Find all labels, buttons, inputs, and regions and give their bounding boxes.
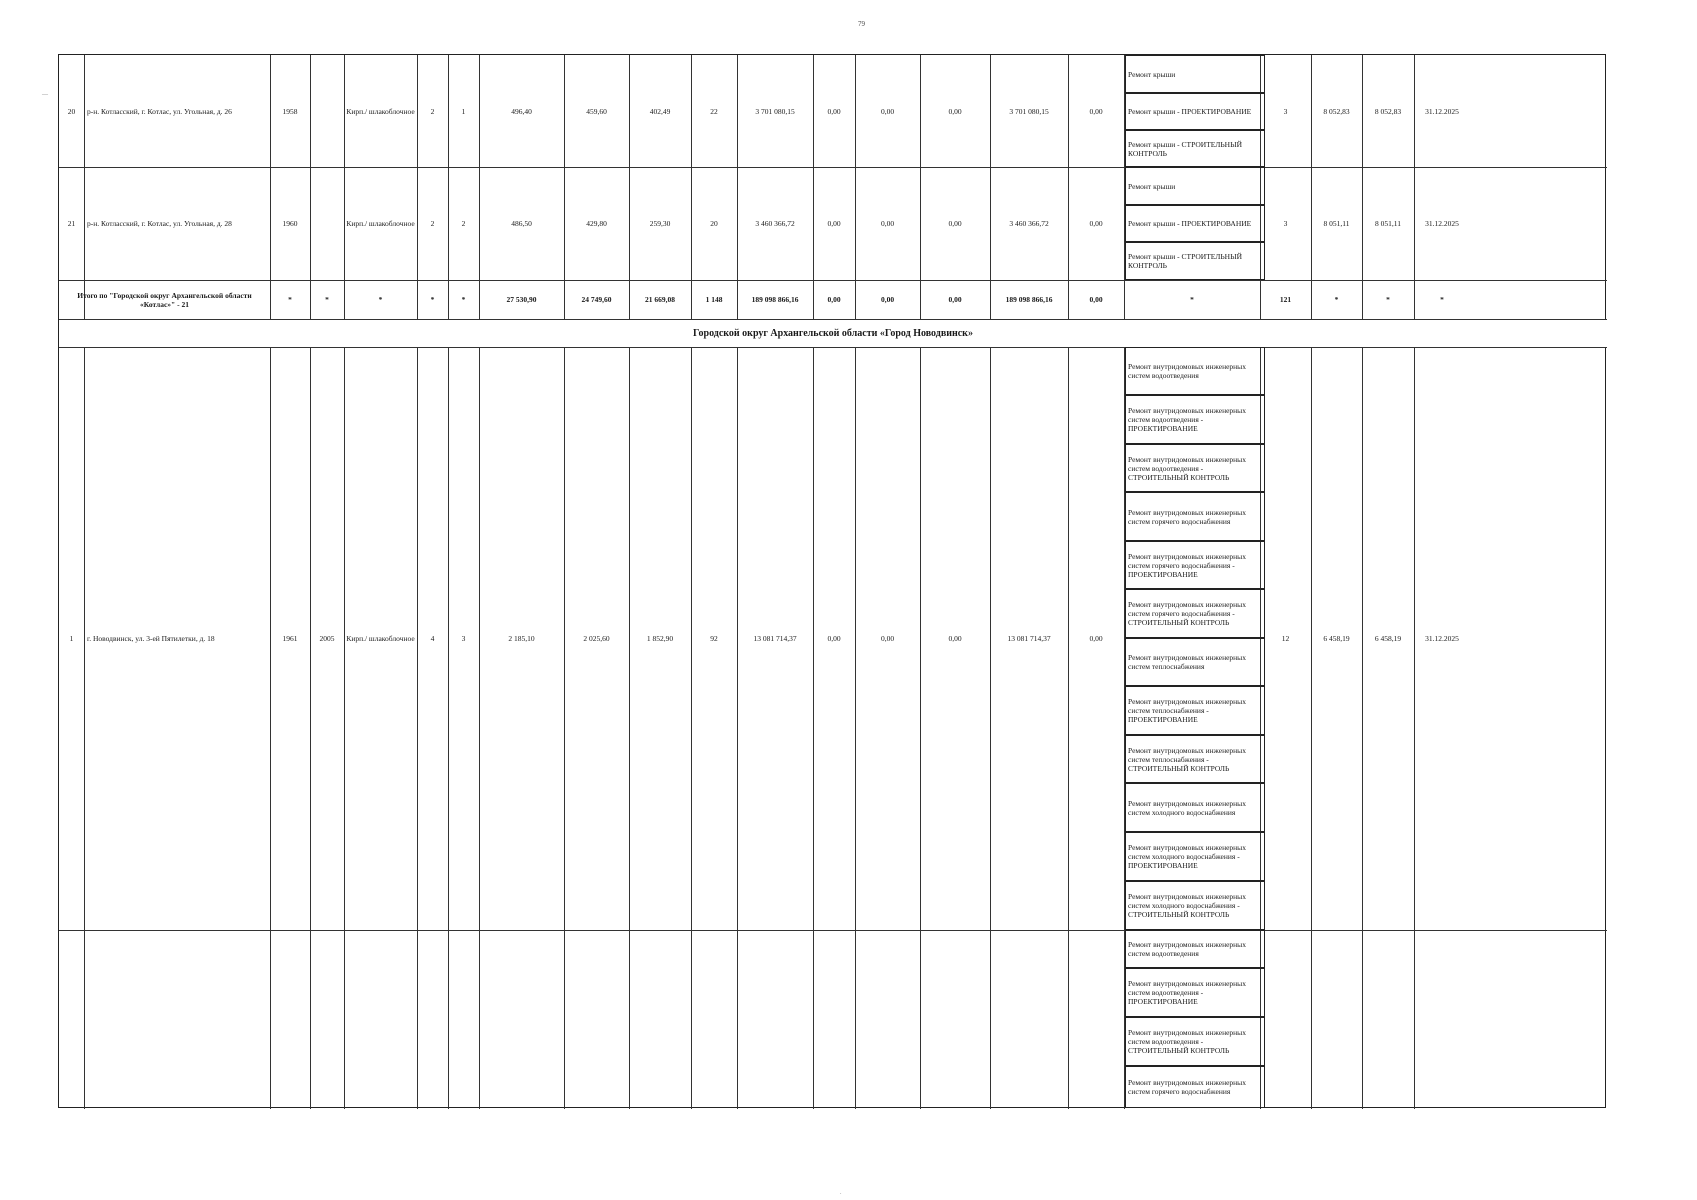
entrances: 3 (461, 634, 466, 643)
cost-owner: 3 701 080,15 (1009, 106, 1049, 116)
work-item: Ремонт крыши - ПРОЕКТИРОВАНИЕ (1125, 93, 1265, 130)
year-repair (310, 167, 344, 280)
total-star: * (1334, 295, 1339, 304)
work-item: Ремонт крыши (1125, 167, 1265, 205)
area-residential: 1 852,90 (646, 634, 674, 643)
entrances: 1 (461, 106, 466, 116)
year-repair (310, 55, 344, 167)
total-area-total: 27 530,90 (506, 295, 537, 304)
year-built: 1960 (282, 219, 298, 228)
max-cost: 8 051,11 (1375, 219, 1401, 228)
address: г. Новодвинск, ул. 3-ей Пятилетки, д. 18 (87, 634, 215, 643)
cost-other: 0,00 (1089, 106, 1103, 116)
total-cost-federal: 0,00 (827, 295, 841, 304)
work-item: Ремонт внутридомовых инженерных систем теплоснабжения - СТРОИТЕЛЬНЫЙ КОНТРОЛЬ (1125, 735, 1265, 783)
year-built: 1961 (282, 634, 298, 643)
area-residential: 259,30 (649, 219, 671, 228)
cost-federal: 0,00 (827, 219, 841, 228)
entrances: 2 (461, 219, 466, 228)
total-residents: 1 148 (705, 295, 723, 304)
total-star: * (378, 295, 383, 304)
work-item: Ремонт внутридомовых инженерных систем горячего водоснабжения - ПРОЕКТИРОВАНИЕ (1125, 541, 1265, 589)
total-cost-municipal: 0,00 (948, 295, 962, 304)
floors: 4 (430, 634, 435, 643)
cost-owner: 3 460 366,72 (1009, 219, 1049, 228)
unit-cost: 8 051,11 (1323, 219, 1350, 228)
cost-total: 13 081 714,37 (753, 634, 797, 643)
total-star: * (461, 295, 466, 304)
floors: 2 (430, 219, 435, 228)
deadline: 31.12.2025 (1425, 106, 1459, 116)
work-item: Ремонт внутридомовых инженерных систем холодного водоснабжения - СТРОИТЕЛЬНЫЙ КОНТРОЛЬ (1125, 881, 1265, 930)
wall-material: Кирп./ шлакоблочное (346, 106, 415, 116)
work-count: 3 (1283, 106, 1288, 116)
work-item: Ремонт крыши - ПРОЕКТИРОВАНИЕ (1125, 205, 1265, 242)
work-item: Ремонт внутридомовых инженерных систем водоотведения - СТРОИТЕЛЬНЫЙ КОНТРОЛЬ (1125, 1017, 1265, 1066)
year-built: 1958 (282, 106, 298, 116)
work-item: Ремонт крыши - СТРОИТЕЛЬНЫЙ КОНТРОЛЬ (1125, 130, 1265, 167)
area-total: 496,40 (511, 106, 532, 116)
total-area-living: 24 749,60 (581, 295, 612, 304)
total-cost-other: 0,00 (1089, 295, 1103, 304)
year-repair: 2005 (319, 634, 335, 643)
area-total: 2 185,10 (508, 634, 535, 643)
section-title: Городской округ Архангельской области «Город Новодвинск» (60, 320, 1606, 347)
cost-owner: 13 081 714,37 (1007, 634, 1051, 643)
cost-regional: 0,00 (880, 106, 895, 116)
floors: 2 (430, 106, 435, 116)
cost-regional: 0,00 (880, 219, 895, 228)
total-label: Итого по "Городской округ Архангельской области «Котлас»" - 21 (77, 290, 252, 309)
residents: 20 (710, 219, 718, 228)
cost-regional: 0,00 (880, 634, 895, 643)
deadline: 31.12.2025 (1425, 219, 1459, 228)
area-living: 429,80 (586, 219, 607, 228)
work-item: Ремонт внутридомовых инженерных систем водоотведения - СТРОИТЕЛЬНЫЙ КОНТРОЛЬ (1125, 444, 1265, 492)
work-item: Ремонт внутридомовых инженерных систем водоотведения - ПРОЕКТИРОВАНИЕ (1125, 395, 1265, 444)
work-item: Ремонт внутридомовых инженерных систем водоотведения (1125, 930, 1265, 968)
cost-other: 0,00 (1089, 634, 1103, 643)
area-total: 486,50 (511, 219, 532, 228)
work-item: Ремонт крыши - СТРОИТЕЛЬНЫЙ КОНТРОЛЬ (1125, 242, 1265, 280)
residents: 92 (710, 634, 718, 643)
total-star: * (288, 295, 292, 304)
cost-other: 0,00 (1089, 219, 1103, 228)
total-star: * (1440, 295, 1444, 304)
work-item: Ремонт внутридомовых инженерных систем горячего водоснабжения - СТРОИТЕЛЬНЫЙ КОНТРОЛЬ (1125, 589, 1265, 638)
wall-material: Кирп./ шлакоблочное (346, 219, 415, 228)
work-item: Ремонт внутридомовых инженерных систем холодного водоснабжения - ПРОЕКТИРОВАНИЕ (1125, 832, 1265, 881)
work-count: 3 (1283, 219, 1288, 228)
cost-municipal: 0,00 (948, 634, 962, 643)
page-number: 79 (858, 20, 865, 28)
row-number: 21 (67, 219, 76, 228)
scan-mark-bottom: . (840, 1190, 842, 1196)
work-item: Ремонт внутридомовых инженерных систем водоотведения (1125, 347, 1265, 395)
max-cost: 6 458,19 (1374, 634, 1402, 643)
total-star: * (430, 295, 435, 304)
work-item: Ремонт внутридомовых инженерных систем холодного водоснабжения (1125, 783, 1265, 832)
repair-program-table (58, 54, 1606, 1108)
unit-cost: 6 458,19 (1323, 634, 1350, 643)
total-work-count: 121 (1279, 295, 1292, 304)
max-cost: 8 052,83 (1374, 106, 1402, 116)
deadline: 31.12.2025 (1425, 634, 1459, 643)
cost-total: 3 701 080,15 (755, 106, 795, 116)
cost-total: 3 460 366,72 (755, 219, 795, 228)
row-number: 20 (67, 106, 76, 116)
cost-federal: 0,00 (827, 634, 841, 643)
cost-federal: 0,00 (827, 106, 841, 116)
cost-municipal: 0,00 (948, 106, 962, 116)
work-count: 12 (1281, 634, 1290, 643)
area-residential: 402,49 (649, 106, 671, 116)
address: р-н. Котласский, г. Котлас, ул. Угольная, д. 28 (87, 219, 232, 228)
total-area-residential: 21 669,08 (645, 295, 675, 304)
work-item: Ремонт крыши (1125, 55, 1265, 93)
work-item: Ремонт внутридомовых инженерных систем горячего водоснабжения (1125, 1066, 1265, 1108)
total-star: * (1386, 295, 1390, 304)
scan-mark-left: — (42, 92, 48, 98)
work-item: Ремонт внутридомовых инженерных систем водоотведения - ПРОЕКТИРОВАНИЕ (1125, 968, 1265, 1017)
area-living: 459,60 (586, 106, 607, 116)
total-cost-regional: 0,00 (880, 295, 895, 304)
total-cost-owner: 189 098 866,16 (1005, 295, 1053, 304)
area-living: 2 025,60 (583, 634, 610, 643)
work-item: Ремонт внутридомовых инженерных систем теплоснабжения (1125, 638, 1265, 686)
address: р-н. Котласский, г. Котлас, ул. Угольная, д. 26 (87, 106, 232, 116)
total-cost-total: 189 098 866,16 (751, 295, 799, 304)
wall-material: Кирп./ шлакоблочное (346, 634, 415, 643)
total-star: * (1190, 295, 1194, 304)
row-number: 1 (69, 634, 74, 643)
total-star: * (325, 295, 329, 304)
work-item: Ремонт внутридомовых инженерных систем горячего водоснабжения (1125, 492, 1265, 541)
residents: 22 (710, 106, 718, 116)
work-item: Ремонт внутридомовых инженерных систем теплоснабжения - ПРОЕКТИРОВАНИЕ (1125, 686, 1265, 735)
unit-cost: 8 052,83 (1323, 106, 1350, 116)
cost-municipal: 0,00 (948, 219, 962, 228)
